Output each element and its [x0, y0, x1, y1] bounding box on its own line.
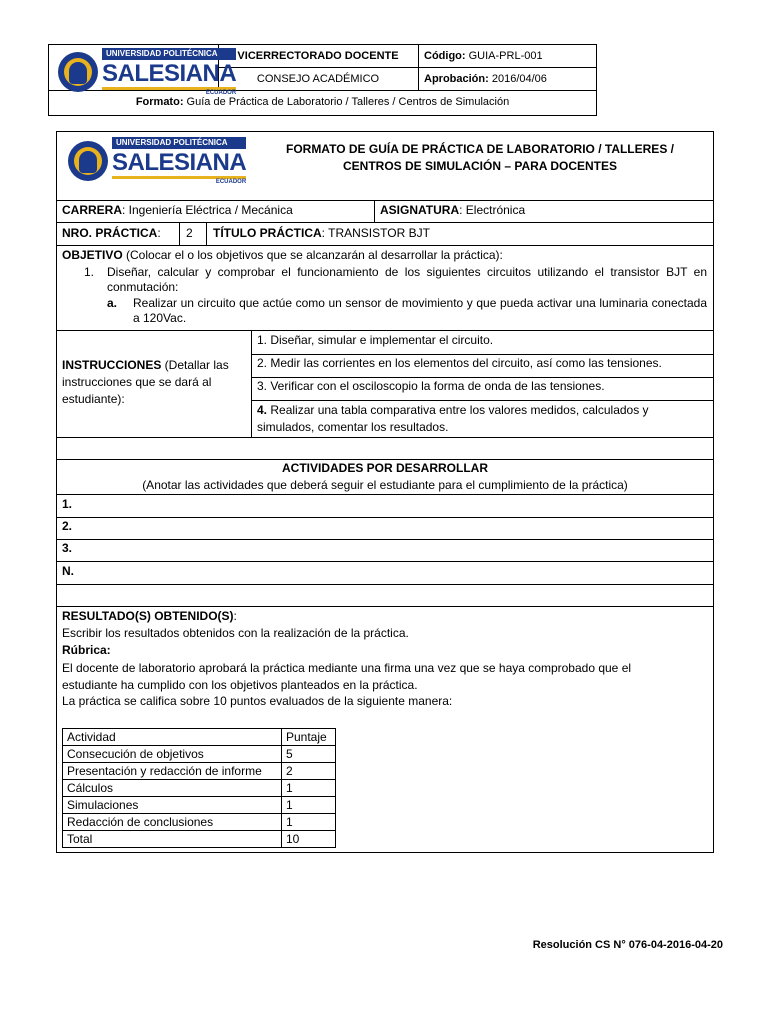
table-row — [63, 780, 336, 797]
resultados-label: RESULTADO(S) OBTENIDO(S) — [62, 609, 234, 623]
table-row — [63, 763, 336, 780]
table-cell-puntaje: 2 — [282, 763, 336, 780]
aprobacion-field — [424, 73, 547, 85]
asignatura-field — [380, 203, 525, 217]
carrera-value: : Ingeniería Eléctrica / Mecánica — [122, 203, 293, 217]
codigo-field — [424, 50, 543, 62]
logo-line1: UNIVERSIDAD POLITÉCNICA — [112, 137, 246, 149]
instruccion-3: 3. Verificar con el osciloscopio la forma de onda de las tensiones. — [257, 379, 605, 393]
col-divider — [206, 222, 207, 245]
objetivo-item-text: Diseñar, calcular y comprobar el funcionamiento de los siguientes circuitos utilizando el transistor BJT en conmutación: — [107, 265, 707, 294]
row-divider — [56, 222, 714, 223]
asignatura-value: : Electrónica — [459, 203, 526, 217]
instrucciones-description — [62, 357, 246, 408]
logo-line3: ECUADOR — [215, 179, 247, 185]
row-divider — [56, 437, 714, 438]
table-row — [63, 831, 336, 848]
header-divider — [218, 67, 597, 68]
codigo-label: Código: — [424, 50, 466, 62]
globe-emblem-icon — [68, 141, 108, 181]
actividad-3: 3. — [62, 541, 73, 555]
vicerrectorado-label: VICERRECTORADO DOCENTE — [237, 50, 399, 62]
objetivo-item-number: 1. — [84, 265, 95, 279]
form-title-line1: FORMATO DE GUÍA DE PRÁCTICA DE LABORATORIO / TALLERES / — [285, 142, 674, 156]
logo-line3: ECUADOR — [205, 90, 237, 96]
row-divider — [56, 539, 714, 540]
actividad-1: 1. — [62, 497, 73, 511]
table-row — [63, 746, 336, 763]
table-cell-puntaje: 1 — [282, 797, 336, 814]
row-divider — [56, 561, 714, 562]
aprobacion-label: Aprobación: — [424, 73, 489, 85]
instruccion-4 — [257, 402, 707, 436]
actividad-n: N. — [62, 564, 74, 578]
form-title — [250, 141, 710, 175]
row-divider — [56, 459, 714, 460]
table-cell-actividad: Simulaciones — [63, 797, 282, 814]
col-divider — [374, 200, 375, 222]
col-divider — [179, 222, 180, 245]
table-cell-puntaje: 1 — [282, 814, 336, 831]
table-row — [63, 797, 336, 814]
form-title-line2: CENTROS DE SIMULACIÓN – PARA DOCENTES — [342, 159, 618, 173]
actividad-2: 2. — [62, 519, 73, 533]
rubrica-text2: La práctica se califica sobre 10 puntos evaluados de la siguiente manera: — [62, 694, 453, 708]
row-divider — [251, 377, 714, 378]
table-cell-actividad: Presentación y redacción de informe — [63, 763, 282, 780]
form-logo — [68, 137, 246, 185]
col-divider — [251, 330, 252, 437]
row-divider — [56, 245, 714, 246]
table-cell-actividad: Redacción de conclusiones — [63, 814, 282, 831]
objetivo-heading — [62, 248, 503, 262]
logo-line2: SALESIANA — [102, 60, 237, 87]
table-header-row — [63, 729, 336, 746]
instrucciones-label: INSTRUCCIONES — [62, 358, 162, 372]
nro-practica-label: NRO. PRÁCTICA — [62, 226, 158, 240]
actividades-title: ACTIVIDADES POR DESARROLLAR — [281, 461, 488, 475]
aprobacion-value: 2016/04/06 — [491, 73, 547, 85]
logo-line2: SALESIANA — [112, 149, 247, 176]
row-divider — [251, 354, 714, 355]
logo-line1: UNIVERSIDAD POLITÉCNICA — [102, 48, 236, 60]
resolucion-footer — [400, 939, 723, 951]
row-divider — [56, 584, 714, 585]
instruccion-1: 1. Diseñar, simular e implementar el circuito. — [257, 333, 494, 347]
row-divider — [56, 330, 714, 331]
objetivo-sub-text: Realizar un circuito que actúe como un sensor de movimiento y que pueda activar una luminaria conectada a 120Vac. — [133, 296, 707, 325]
nro-practica-value: 2 — [186, 226, 193, 240]
objetivo-hint: (Colocar el o los objetivos que se alcanzarán al desarrollar la práctica): — [122, 248, 503, 262]
instruccion-4-number: 4. — [257, 403, 268, 417]
formato-label: Formato: — [135, 96, 184, 108]
rubrica-label: Rúbrica: — [62, 643, 111, 657]
titulo-practica-value: : TRANSISTOR BJT — [321, 226, 430, 240]
objetivo-label: OBJETIVO — [62, 248, 123, 262]
consejo-label: CONSEJO ACADÉMICO — [256, 73, 380, 85]
table-cell-actividad: Total — [63, 831, 282, 848]
carrera-field — [62, 203, 293, 217]
formato-field — [48, 96, 597, 108]
resultados-text: Escribir los resultados obtenidos con la realización de la práctica. — [62, 626, 409, 640]
rubrica-text1: El docente de laboratorio aprobará la práctica mediante una firma una vez que se haya comprobado que el estudiante ha cumplido con los objetivos planteados en la práctica. — [62, 661, 632, 692]
resultados-heading — [62, 609, 237, 623]
globe-emblem-icon — [58, 52, 98, 92]
resolucion-value: 076-04-2016-04-20 — [625, 939, 723, 951]
objetivo-sub-letter: a. — [107, 296, 118, 310]
table-header-puntaje: Puntaje — [282, 729, 336, 746]
university-logo — [58, 48, 236, 96]
rubric-table — [62, 728, 336, 848]
titulo-practica-field — [213, 226, 430, 240]
table-header-actividad: Actividad — [63, 729, 282, 746]
nro-practica-field — [62, 226, 161, 240]
instruccion-4-text: Realizar una tabla comparativa entre los valores medidos, calculados y simulados, comentar los resultados. — [257, 403, 649, 434]
table-cell-actividad: Cálculos — [63, 780, 282, 797]
formato-value: Guía de Práctica de Laboratorio / Talleres / Centros de Simulación — [186, 96, 510, 108]
instruccion-2: 2. Medir las corrientes en los elementos del circuito, así como las tensiones. — [257, 356, 662, 370]
row-divider — [56, 517, 714, 518]
resultados-colon: : — [233, 609, 237, 623]
carrera-label: CARRERA — [62, 203, 122, 217]
instrucciones-hint: (Detallar las instrucciones que se dará al estudiante): — [62, 358, 229, 406]
table-cell-puntaje: 10 — [282, 831, 336, 848]
row-divider — [251, 400, 714, 401]
codigo-value: GUIA-PRL-001 — [468, 50, 543, 62]
titulo-practica-label: TÍTULO PRÁCTICA — [213, 226, 322, 240]
table-cell-actividad: Consecución de objetivos — [63, 746, 282, 763]
resolucion-label: Resolución CS N° — [532, 939, 626, 951]
table-cell-puntaje: 1 — [282, 780, 336, 797]
row-divider — [56, 200, 714, 201]
row-divider — [56, 606, 714, 607]
table-row — [63, 814, 336, 831]
nro-practica-colon: : — [157, 226, 161, 240]
actividades-hint: (Anotar las actividades que deberá seguir el estudiante para el cumplimiento de la práctica) — [142, 478, 628, 492]
table-cell-puntaje: 5 — [282, 746, 336, 763]
asignatura-label: ASIGNATURA — [380, 203, 460, 217]
row-divider — [56, 494, 714, 495]
